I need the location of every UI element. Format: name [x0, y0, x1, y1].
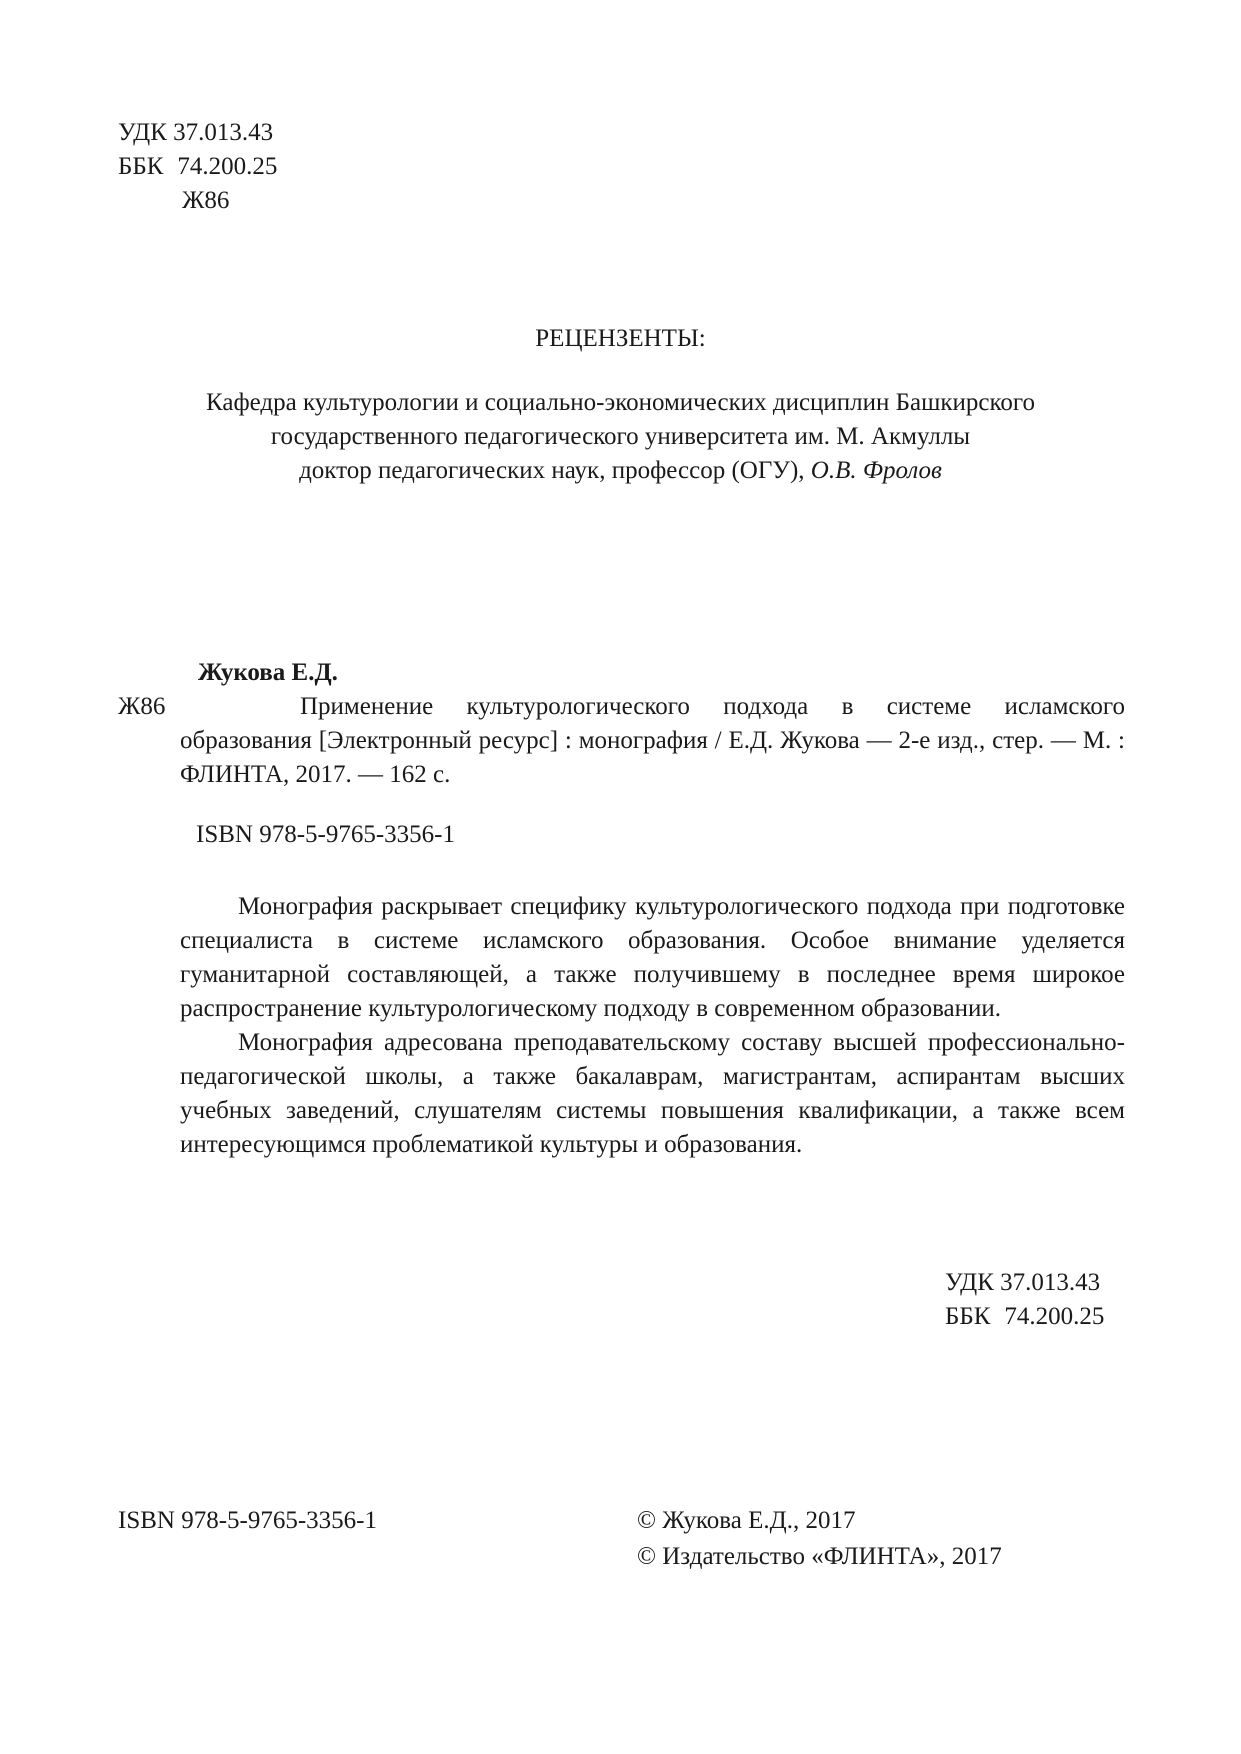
bbk-code: 74.200.25	[177, 153, 278, 180]
udk-code: 37.013.43	[173, 119, 274, 146]
annotation-paragraph-2: Монография адресована преподавательскому составу высшей профессионально-педагогической школы, а также бакалаврам, магистрантам, аспирантам высших учебных заведений, слушателям системы повышения квалификации, а также всем интересующимся проблематикой культуры и образования.	[180, 1029, 1125, 1158]
udk-line	[118, 116, 277, 150]
bbk-label: ББК	[118, 153, 164, 180]
copyright-author: © Жукова Е.Д., 2017	[637, 1507, 856, 1534]
footer-isbn: ISBN 978-5-9765-3356-1	[118, 1507, 378, 1534]
annotation	[180, 890, 1125, 1162]
copyright-publisher: © Издательство «ФЛИНТА», 2017	[637, 1543, 1002, 1570]
record-isbn: ISBN 978-5-9765-3356-1	[196, 821, 456, 848]
reviewers-heading: РЕЦЕНЗЕНТЫ:	[535, 325, 706, 352]
reviewer-line-3	[100, 454, 1141, 488]
record-description: Применение культурологического подхода в системе исламского образования [Электронный ресурс] : монография / Е.Д. Жукова — 2-е изд., стер. — М. : ФЛИНТА, 2017. — 162 с.	[180, 693, 1125, 788]
udk-code-bottom: 37.013.43	[1000, 1269, 1101, 1296]
classification-bottom	[945, 1266, 1104, 1334]
bbk-line	[118, 150, 277, 184]
reviewer-line-2: государственного педагогического университета им. М. Акмуллы	[270, 423, 971, 450]
reviewer-credentials: доктор педагогических наук, профессор (ОГУ),	[299, 457, 811, 484]
udk-label-bottom: УДК	[945, 1269, 994, 1296]
reviewer-name: О.В. Фролов	[810, 457, 942, 484]
bbk-line-bottom	[945, 1300, 1104, 1334]
record-author-mark: Ж86	[118, 693, 166, 720]
reviewers-list	[100, 386, 1141, 488]
udk-line-bottom	[945, 1266, 1104, 1300]
record-author: Жукова Е.Д.	[198, 659, 338, 686]
annotation-paragraph-1: Монография раскрывает специфику культурологического подхода при подготовке специалиста в системе исламского образования. Особое внимание уделяется гуманитарной составляющей, а также получившему в последнее время широкое распространение культурологическому подходу в современном образовании.	[180, 893, 1125, 1022]
classification-top	[118, 116, 277, 218]
author-mark: Ж86	[182, 187, 230, 214]
bbk-label-bottom: ББК	[945, 1303, 991, 1330]
udk-label: УДК	[118, 119, 167, 146]
reviewer-line-1: Кафедра культурологии и социально-экономических дисциплин Башкирского	[206, 389, 1035, 416]
bbk-code-bottom: 74.200.25	[1004, 1303, 1105, 1330]
copyright-block	[637, 1504, 1002, 1576]
